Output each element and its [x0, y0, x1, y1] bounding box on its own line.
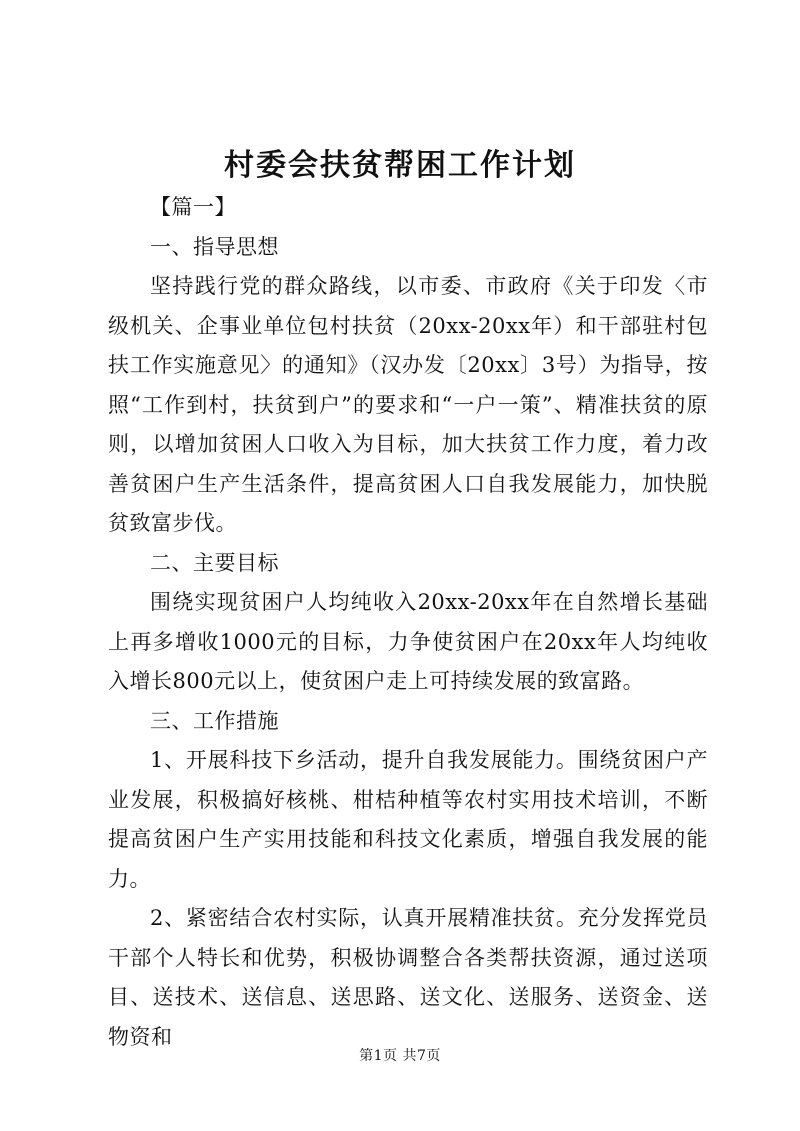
section-marker: 【篇一】: [150, 195, 236, 219]
heading-guiding-ideology: 一、指导思想: [150, 234, 279, 259]
document-title: 村委会扶贫帮困工作计划: [224, 148, 576, 183]
heading-main-goals: 二、主要目标: [150, 550, 279, 575]
paragraph-guiding-ideology: 坚持践行党的群众路线，以市委、市政府《关于印发〈市级机关、企事业单位包村扶贫（20xx-20xx年）和干部驻村包扶工作实施意见〉的通知》（汉办发〔20xx〕3号）为指导，按照“工作到村，扶贫到户”的要求和“一户一策”、精准扶贫的原则，以增加贫困人口收入为目标，加大扶贫工作力度，着力改善贫困户生产生活条件，提高贫困人口自我发展能力，加快脱贫致富步伐。: [108, 274, 708, 535]
page-footer: 第1页 共7页: [359, 1048, 441, 1064]
paragraph-main-goals: 围绕实现贫困户人均纯收入20xx-20xx年在自然增长基础上再多增收1000元的目标，力争使贫困户在20xx年人均纯收入增长800元以上，使贫困户走上可持续发展的致富路。: [108, 590, 708, 693]
paragraph-measure-1: 1、开展科技下乡活动，提升自我发展能力。围绕贫困户产业发展，积极搞好核桃、柑桔种植等农村实用技术培训，不断提高贫困户生产实用技能和科技文化素质，增强自我发展的能力。: [108, 748, 708, 891]
heading-work-measures: 三、工作措施: [150, 708, 279, 733]
document-body: [108, 188, 708, 1057]
paragraph-measure-2: 2、紧密结合农村实际，认真开展精准扶贫。充分发挥党员干部个人特长和优势，积极协调整合各类帮扶资源，通过送项目、送技术、送信息、送思路、送文化、送服务、送资金、送物资和: [108, 906, 708, 1049]
